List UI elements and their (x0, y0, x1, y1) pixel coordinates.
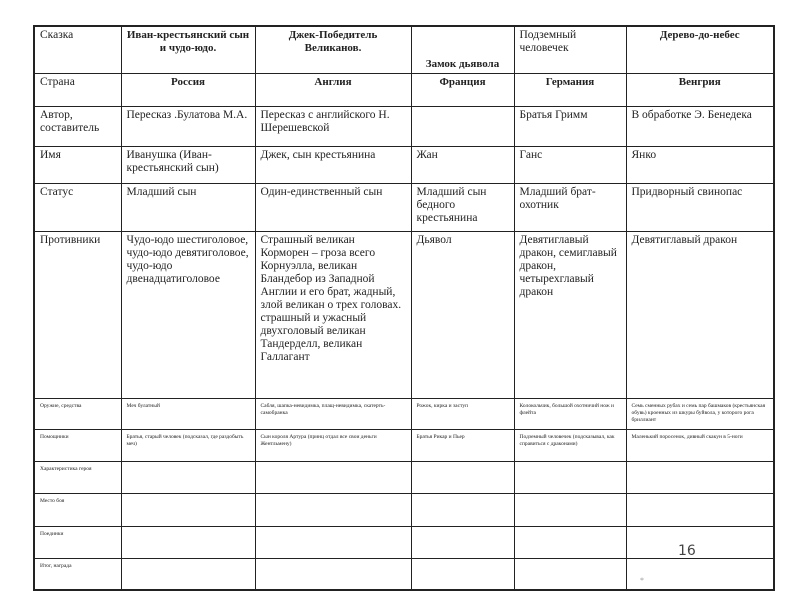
row-label: Характеристика героя (34, 461, 121, 493)
table-cell: Франция (411, 73, 514, 106)
header-cell-tree: Дерево-до-небес (626, 26, 774, 73)
table-cell: В обработке Э. Бенедека (626, 106, 774, 146)
table-row (34, 183, 774, 231)
table-cell (626, 526, 774, 558)
table-row (34, 106, 774, 146)
table-cell: Братья Рикар и Пьер (411, 429, 514, 461)
table-cell: Младший брат-охотник (514, 183, 626, 231)
table-cell: Колокольчик, большой охотничий нож и флейта (514, 398, 626, 429)
table-cell (626, 558, 774, 590)
table-cell (514, 558, 626, 590)
table-cell: Жан (411, 146, 514, 183)
table-cell (626, 461, 774, 493)
table-cell (255, 558, 411, 590)
table-cell: Янко (626, 146, 774, 183)
table-cell: Придворный свинопас (626, 183, 774, 231)
header-cell-label: Сказка (34, 26, 121, 73)
header-cell-underground: Подземный человечек (514, 26, 626, 73)
table-cell: Меч булатный (121, 398, 255, 429)
row-label: Итог, награда (34, 558, 121, 590)
header-cell-ivan: Иван-крестьянский сын и чудо-юдо. (121, 26, 255, 73)
row-label: Статус (34, 183, 121, 231)
table-cell: Страшный великан Корморен – гроза всего Корнуэлла, великан Бландебор из Западной Англии и его брат, жадный, злой великан о трех головах. страшный и ужасный двухголовый великан Тандерделл, великан Галлагант (255, 231, 411, 398)
table-cell (255, 461, 411, 493)
table-cell: Маленький поросенок, дивный скакун в 5-ноги (626, 429, 774, 461)
table-row (34, 429, 774, 461)
table-cell (411, 493, 514, 526)
header-cell-castle: Замок дьявола (411, 26, 514, 73)
table-cell: Сабля, шапка-невидимка, плащ-невидимка, скатерть-самобранка (255, 398, 411, 429)
row-label: Место боя (34, 493, 121, 526)
header-row (34, 26, 774, 73)
table-cell (514, 526, 626, 558)
table-cell: Младший сын бедного крестьянина (411, 183, 514, 231)
table-cell: Дьявол (411, 231, 514, 398)
table-cell: Пересказ .Булатова М.А. (121, 106, 255, 146)
table-cell: Иванушка (Иван-крестьянский сын) (121, 146, 255, 183)
table-cell: Сын короля Артура (принц отдал все свои деньги Жентльмену) (255, 429, 411, 461)
table-cell (514, 493, 626, 526)
table-cell: Германия (514, 73, 626, 106)
table-cell: Один-единственный сын (255, 183, 411, 231)
table-row (34, 493, 774, 526)
table-row (34, 461, 774, 493)
table-cell: Ганс (514, 146, 626, 183)
table-cell (411, 558, 514, 590)
table-cell: Подземный человечек (подсказывал, как справиться с драконами) (514, 429, 626, 461)
row-label: Автор, составитель (34, 106, 121, 146)
row-label: Противники (34, 231, 121, 398)
table-cell: Семь сменных рубах и семь пар башмаков (крестьянская обувь) кроенных из шкуры буйвола, у которого рога бриллиант (626, 398, 774, 429)
table-cell: Девятиглавый дракон (626, 231, 774, 398)
table-row (34, 146, 774, 183)
row-label: Оружие, средства (34, 398, 121, 429)
table-cell: Рожок, кирка и заступ (411, 398, 514, 429)
footer-mark: * (640, 576, 644, 585)
table-cell: Венгрия (626, 73, 774, 106)
table-cell: Братья, старый человек (подсказал, где раздобыть меч) (121, 429, 255, 461)
table-cell (121, 461, 255, 493)
table-cell (626, 493, 774, 526)
table-cell (411, 461, 514, 493)
row-label: Имя (34, 146, 121, 183)
table-cell: Джек, сын крестьянина (255, 146, 411, 183)
row-label: Помощники (34, 429, 121, 461)
header-cell-jack: Джек-Победитель Великанов. (255, 26, 411, 73)
table-cell: Младший сын (121, 183, 255, 231)
table-cell: Братья Гримм (514, 106, 626, 146)
table-row (34, 398, 774, 429)
table-row (34, 73, 774, 106)
row-label: Поединки (34, 526, 121, 558)
table-cell (121, 558, 255, 590)
table-cell (255, 526, 411, 558)
row-label: Страна (34, 73, 121, 106)
table-row (34, 558, 774, 590)
table-cell: Чудо-юдо шестиголовое, чудо-юдо девятиголовое, чудо-юдо двенадцатиголовое (121, 231, 255, 398)
table-cell: Англия (255, 73, 411, 106)
table-cell (255, 493, 411, 526)
table-cell (121, 526, 255, 558)
fairy-tales-table (33, 25, 775, 591)
table-cell: Россия (121, 73, 255, 106)
table-cell (514, 461, 626, 493)
slide-page-number: 16 (678, 543, 696, 559)
table-cell (121, 493, 255, 526)
table-cell: Девятиглавый дракон, семиглавый дракон, четырехглавый дракон (514, 231, 626, 398)
table-cell (411, 526, 514, 558)
table-row (34, 231, 774, 398)
table-row (34, 526, 774, 558)
table-cell (411, 106, 514, 146)
table-cell: Пересказ с английского Н. Шерешевской (255, 106, 411, 146)
